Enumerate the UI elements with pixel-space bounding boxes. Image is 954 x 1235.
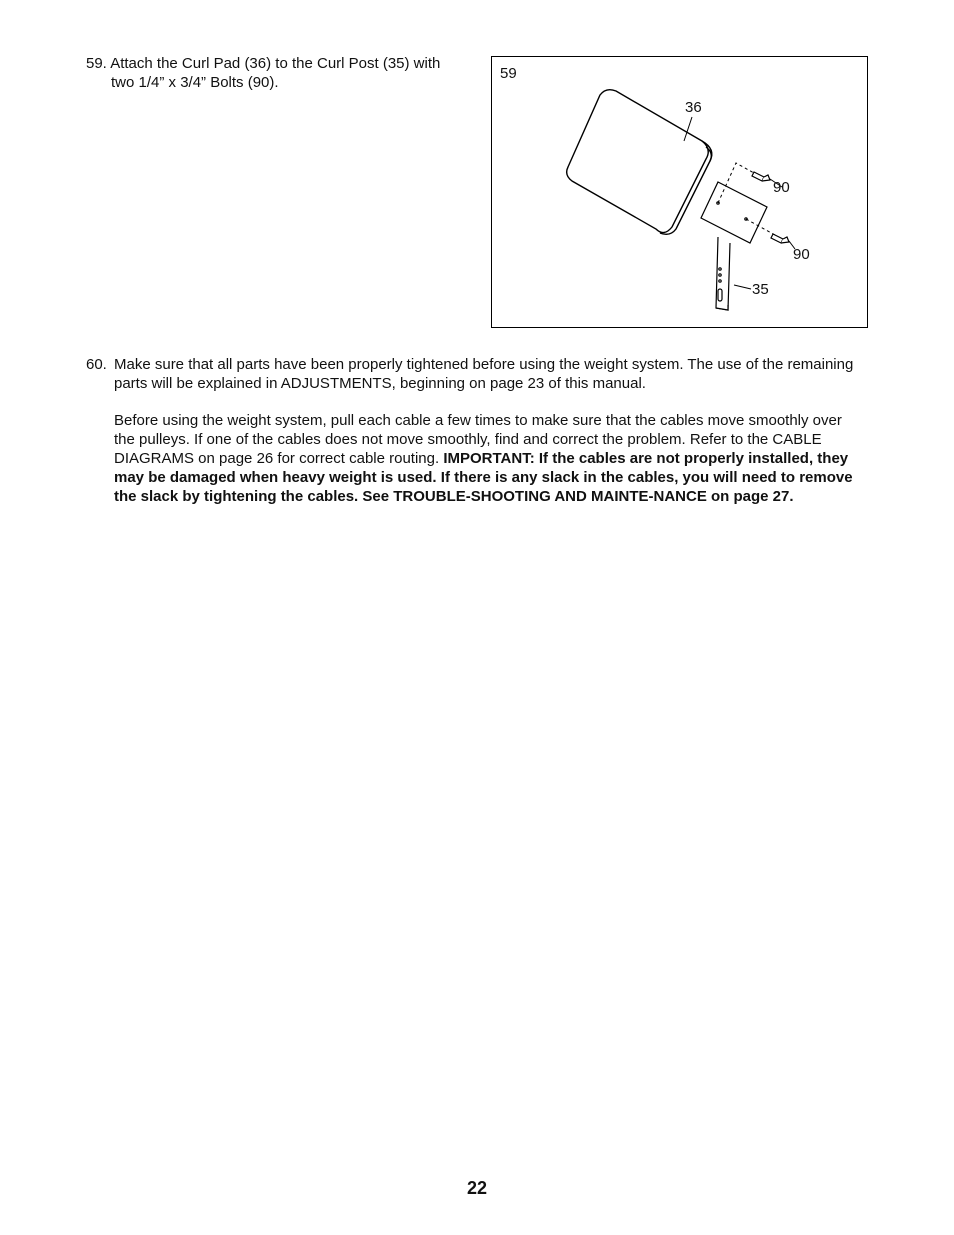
callout-36-curl-pad: 36 bbox=[685, 99, 702, 116]
callout-35-curl-post: 35 bbox=[752, 281, 769, 298]
assembly-figure-59 bbox=[491, 56, 868, 328]
step-59-instruction bbox=[86, 54, 476, 92]
step-60-paragraph-2 bbox=[86, 411, 856, 506]
callout-90-bolt-bottom: 90 bbox=[793, 246, 810, 263]
step-60-instruction bbox=[86, 355, 856, 506]
paragraph-2-text: Before using the weight system, pull each cable a few times to make sure that the cables move smoothly over the pulleys. If one of the cables does not move smoothly, find and correct the problem. Refer to the CABLE DIAGRAMS on page 26 for correct cable routing. bbox=[114, 412, 842, 467]
step-number: 60. bbox=[86, 356, 107, 373]
page-number: 22 bbox=[466, 1178, 488, 1198]
curl-pad-assembly-drawing bbox=[492, 57, 869, 329]
step-60-paragraph-1: Make sure that all parts have been properly tightened before using the weight system. The use of the remaining parts will be explained in ADJUSTMENTS, beginning on page 23 of this manual. bbox=[114, 356, 854, 392]
step-text-line2: two 1/4” x 3/4” Bolts (90). bbox=[111, 74, 279, 91]
callout-90-bolt-top: 90 bbox=[773, 179, 790, 196]
important-warning: IMPORTANT: If the cables are not properly installed, they may be damaged when heavy weight is used. If there is any slack in the cables, you will need to remove the slack by tightening the cables. See TROUBLE-SHOOTING AND MAINTE-NANCE on page 27. bbox=[114, 450, 853, 505]
step-text-line1: Attach the Curl Pad (36) to the Curl Post (35) with bbox=[110, 55, 441, 72]
figure-step-label: 59 bbox=[500, 65, 517, 82]
step-number: 59. bbox=[86, 55, 107, 72]
